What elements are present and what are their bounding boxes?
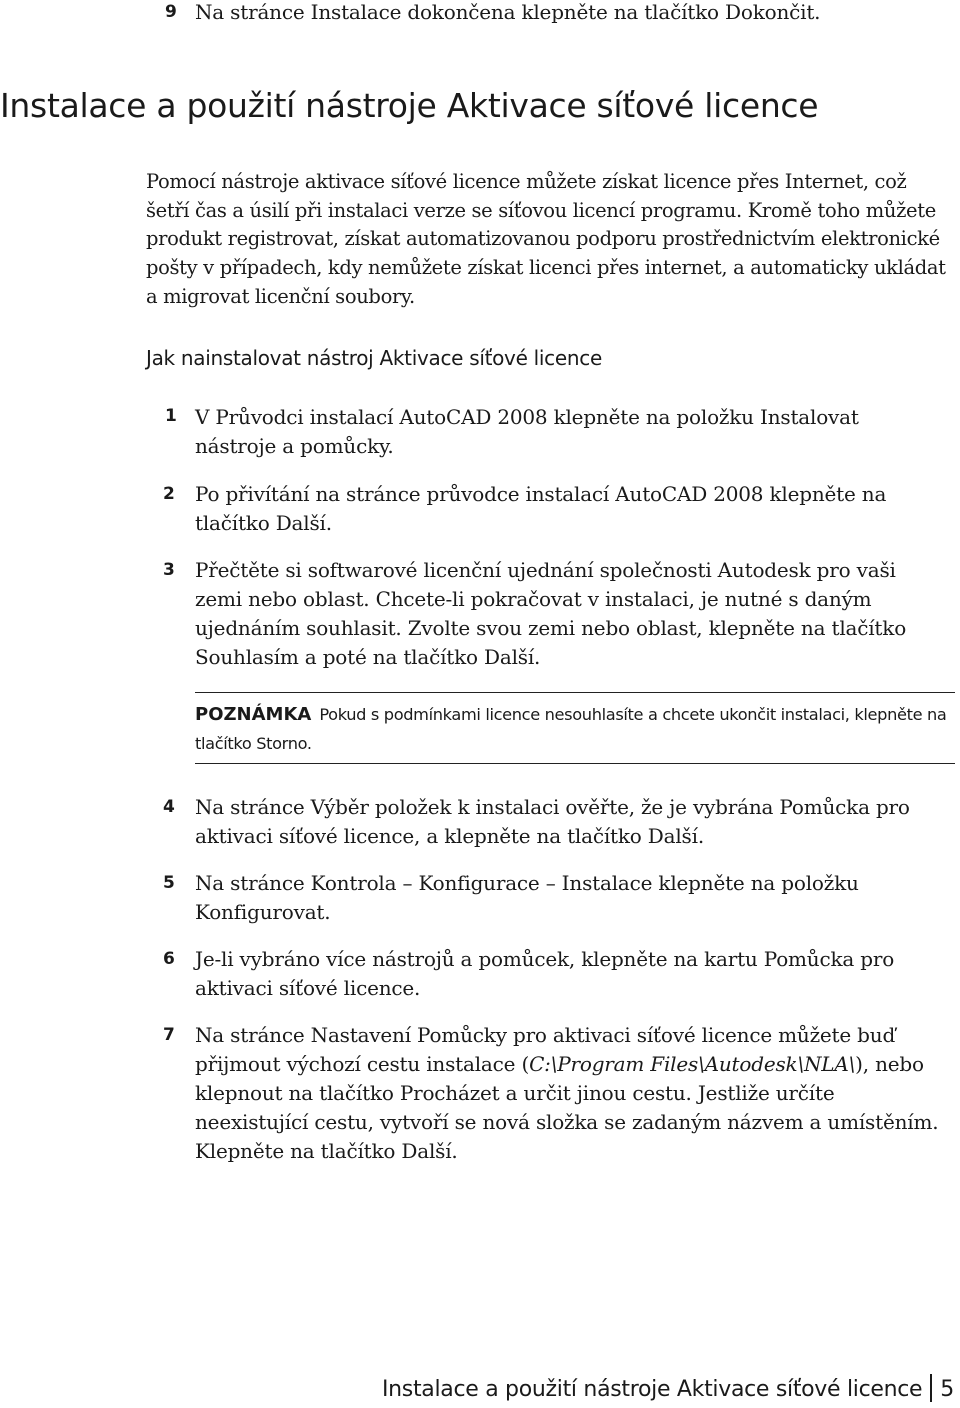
page-number: 5 bbox=[940, 1377, 954, 1402]
note-top-rule bbox=[195, 692, 955, 693]
note-block bbox=[195, 700, 960, 758]
section-title: Instalace a použití nástroje Aktivace síťové licence bbox=[0, 86, 819, 125]
step-text: Po přivítání na stránce průvodce instalací AutoCAD 2008 klepněte na tlačítko Další. bbox=[195, 482, 887, 535]
step-number: 3 bbox=[163, 560, 175, 580]
install-path: C:\Program Files\Autodesk\NLA\ bbox=[529, 1052, 856, 1076]
step-number: 1 bbox=[165, 406, 177, 426]
step-text-start: Na stránce Nastavení Pomůcky pro aktivaci síťové licence můžete buď přijmout výchozí cestu instalace ( bbox=[195, 1023, 896, 1076]
step-number: 9 bbox=[165, 2, 177, 22]
step-text-end: ), nebo klepnout na tlačítko Procházet a určit jinou cestu. Jestliže určíte neexistující cestu, vytvoří se nová složka se zadaným názvem a umístěním. Klepněte na tlačítko Další. bbox=[195, 1052, 939, 1163]
step-number: 4 bbox=[163, 797, 175, 817]
step-number: 5 bbox=[163, 873, 175, 893]
procedure-heading: Jak nainstalovat nástroj Aktivace síťové licence bbox=[146, 346, 602, 370]
note-text: Pokud s podmínkami licence nesouhlasíte a chcete ukončit instalaci, klepněte na tlačítko Storno. bbox=[195, 705, 947, 753]
step-number: 2 bbox=[163, 484, 175, 504]
step-text: Je-li vybráno více nástrojů a pomůcek, klepněte na kartu Pomůcka pro aktivaci síťové licence. bbox=[195, 947, 895, 1000]
footer-divider bbox=[930, 1374, 932, 1402]
step-number: 7 bbox=[163, 1025, 175, 1045]
footer-title: Instalace a použití nástroje Aktivace síťové licence bbox=[381, 1377, 923, 1402]
step-text bbox=[195, 1021, 945, 1166]
step-text: Na stránce Instalace dokončena klepněte na tlačítko Dokončit. bbox=[195, 0, 821, 24]
intro-paragraph: Pomocí nástroje aktivace síťové licence můžete získat licence přes Internet, což šetří čas a úsilí při instalaci verze se síťovou licencí programu. Kromě toho můžete produkt registrovat, získat automatizovanou podporu prostřednictvím elektronické pošty v případech, kdy nemůžete získat licenci přes internet, a automaticky ukládat a migrovat licenční soubory. bbox=[146, 170, 946, 308]
note-label: POZNÁMKA bbox=[195, 704, 312, 725]
page-footer bbox=[382, 1374, 954, 1402]
step-number: 6 bbox=[163, 949, 175, 969]
note-bottom-rule bbox=[195, 763, 955, 764]
step-text: Na stránce Kontrola – Konfigurace – Instalace klepněte na položku Konfigurovat. bbox=[195, 871, 859, 924]
step-text: V Průvodci instalací AutoCAD 2008 klepněte na položku Instalovat nástroje a pomůcky. bbox=[195, 405, 859, 458]
step-text: Přečtěte si softwarové licenční ujednání společnosti Autodesk pro vaši zemi nebo oblast. Chcete-li pokračovat v instalaci, je nutné s daným ujednáním souhlasit. Zvolte svou zemi nebo oblast, klepněte na tlačítko Souhlasím a poté na tlačítko Další. bbox=[195, 558, 907, 669]
step-text: Na stránce Výběr položek k instalaci ověřte, že je vybrána Pomůcka pro aktivaci síťové licence, a klepněte na tlačítko Další. bbox=[195, 795, 910, 848]
